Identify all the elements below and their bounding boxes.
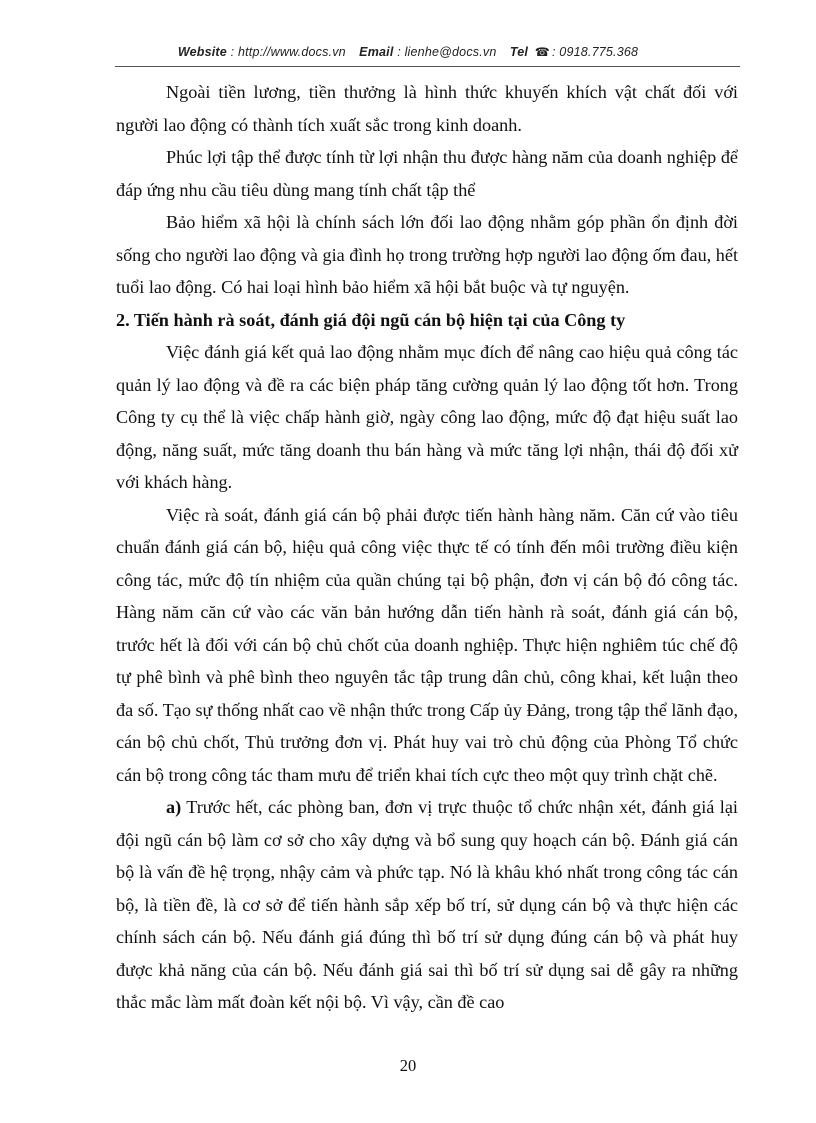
- paragraph-evaluation: Việc đánh giá kết quả lao động nhằm mục đích để nâng cao hiệu quả công tác quản lý lao động và đề ra các biện pháp tăng cường quản lý lao động tốt hơn. Trong Công ty cụ thể là việc chấp hành giờ, ngày công lao động, mức độ đạt hiệu suất lao động, năng suất, mức tăng doanh thu bán hàng và mức tăng lợi nhận, thái độ đối xử với khách hàng.: [116, 342, 738, 492]
- item-a-label: a): [166, 797, 182, 817]
- email-label: Email: [359, 45, 394, 59]
- paragraph-bonus: Ngoài tiền lương, tiền thưởng là hình thức khuyến khích vật chất đối với người lao động có thành tích xuất sắc trong kinh doanh.: [116, 82, 738, 135]
- tel-label: Tel: [509, 45, 529, 59]
- website-label: Website: [177, 45, 227, 59]
- phone-icon: ☎: [534, 45, 550, 59]
- tel-number: 0918.775.368: [559, 45, 639, 59]
- paragraph-social-insurance: Bảo hiểm xã hội là chính sách lớn đối lao động nhằm góp phần ổn định đời sống cho người lao động và gia đình họ trong trường hợp người lao động ốm đau, hết tuổi lao động. Có hai loại hình bảo hiểm xã hội bắt buộc và tự nguyện.: [116, 212, 738, 297]
- paragraph-review: Việc rà soát, đánh giá cán bộ phải được tiến hành hàng năm. Căn cứ vào tiêu chuẩn đánh giá cán bộ, hiệu quả công việc thực tế có tính đến môi trường điều kiện công tác, mức độ tín nhiệm của quần chúng tại bộ phận, đơn vị cán bộ đó công tác. Hàng năm căn cứ vào các văn bản hướng dẫn tiến hành rà soát, đánh giá cán bộ, trước hết là đối với cán bộ chủ chốt của doanh nghiệp. Thực hiện nghiêm túc chế độ tự phê bình và phê bình theo nguyên tắc tập trung dân chủ, công khai, kết luận theo đa số. Tạo sự thống nhất cao về nhận thức trong Cấp ủy Đảng, trong tập thể lãnh đạo, cán bộ chủ chốt, Thủ trưởng đơn vị. Phát huy vai trò chủ động của Phòng Tổ chức cán bộ trong công tác tham mưu để triển khai tích cực theo một quy trình chặt chẽ.: [116, 504, 738, 785]
- page-header: Website : http://www.docs.vn Email : lienhe@docs.vn Tel ☎ : 0918.775.368: [177, 45, 639, 59]
- section-heading: 2. Tiến hành rà soát, đánh giá đội ngũ cán bộ hiện tại của Công ty: [116, 309, 626, 330]
- item-a-text: Trước hết, các phòng ban, đơn vị trực thuộc tổ chức nhận xét, đánh giá lại đội ngũ cán bộ làm cơ sở cho xây dựng và bổ sung quy hoạch cán bộ. Đánh giá cán bộ là vấn đề hệ trọng, nhậy cảm và phức tạp. Nó là khâu khó nhất trong công tác cán bộ, là tiền đề, là cơ sở để tiến hành sắp xếp bố trí, sử dụng cán bộ và thực hiện các chính sách cán bộ. Nếu đánh giá đúng thì bố trí sử dụng đúng cán bộ và phát huy được khả năng của cán bộ. Nếu đánh giá sai thì bố trí sử dụng sai dễ gây ra những thắc mắc làm mất đoàn kết nội bộ. Vì vậy, cần đề cao: [116, 797, 738, 1012]
- document-body: [116, 76, 738, 1019]
- paragraph-item-a: [116, 791, 738, 1019]
- header-divider: [115, 66, 740, 67]
- paragraph-welfare: Phúc lợi tập thể được tính từ lợi nhận thu được hàng năm của doanh nghiệp để đáp ứng nhu cầu tiêu dùng mang tính chất tập thể: [116, 147, 738, 200]
- website-link[interactable]: http://www.docs.vn: [237, 45, 346, 59]
- page-number: 20: [399, 1056, 417, 1075]
- email-link[interactable]: lienhe@docs.vn: [404, 45, 497, 59]
